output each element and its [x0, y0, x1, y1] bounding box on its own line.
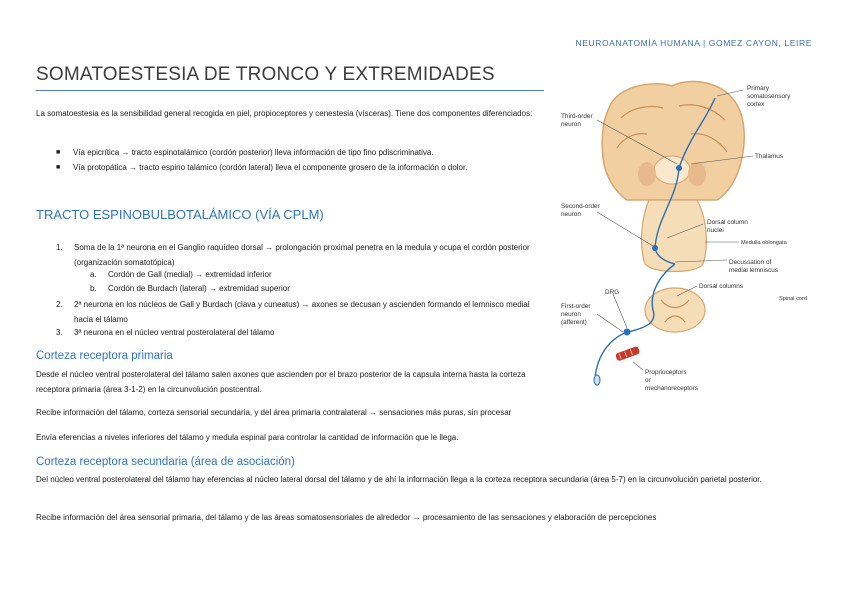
paragraph: Envía eferencias a niveles inferiores del tálamo y medula espinal para controlar la cantidad de información que le llega.: [36, 433, 459, 442]
label-dorsal-column-nuclei: nuclei: [707, 227, 724, 234]
label-third-order: Third-order: [561, 113, 593, 120]
label-drg: DRG: [605, 289, 620, 296]
running-header: NEUROANATOMÍA HUMANA | GOMEZ CAYON, LEIRE: [575, 38, 812, 48]
label-thalamus: Thalamus: [755, 153, 784, 160]
spinal-cord-section: [645, 288, 705, 332]
section-heading: TRACTO ESPINOBULBOTALÁMICO (VÍA CPLM): [36, 207, 324, 222]
label-primary-cortex: cortex: [747, 101, 765, 108]
paragraph: Desde el núcleo ventral posterolateral del tálamo salen axones que ascienden por el brazo posterior de la capsula interna hasta la corteza receptora primaria (área 3-1-2) en la circunvolución postcentral.: [36, 370, 526, 394]
paragraph: Recibe información del tálamo, corteza sensorial secundaria, y del área primaria contralateral → sensaciones más puras, sin procesar: [36, 408, 512, 417]
label-spinal-cord: Spinal cord: [779, 296, 807, 302]
list-number: 3.: [56, 328, 63, 337]
ventricle-right: [688, 162, 706, 186]
bullet-square-icon: ■: [56, 149, 61, 156]
list-text: Soma de la 1ª neurona en el Ganglio raquídeo dorsal → prolongación proximal penetra en la medula y ocupa el cordón posterior (organización somatotópica): [74, 243, 530, 267]
sublist-text: Cordón de Gall (medial) → extremidad inferior: [108, 270, 272, 279]
receptor-ending: [594, 375, 600, 385]
paragraph: Del núcleo ventral posterolateral del tálamo hay eferencias al núcleo lateral dorsal del tálamo y de ahí la información llega a la corteza receptora secundaria (área 5-7) en la circunvolución parietal posterior.: [36, 475, 762, 484]
list-text: 2ª neurona en los núcleos de Gall y Burdach (clava y cuneatus) → axones se decusan y ascienden formando el lemnisco medial hacia el tálamo: [74, 300, 530, 324]
label-first-order: First-order: [561, 303, 591, 310]
label-first-order: (afferent): [561, 319, 587, 326]
medulla-shape: [642, 200, 707, 272]
sublist-letter: b.: [90, 284, 97, 293]
list-number: 2.: [56, 300, 63, 309]
subsection-heading: Corteza receptora secundaria (área de asociación): [36, 456, 295, 468]
label-dorsal-column-nuclei: Dorsal column: [707, 219, 748, 226]
drg-soma: [624, 329, 631, 336]
label-primary-cortex: somatosensory: [747, 93, 791, 100]
paragraph: Recibe información del área sensorial primaria, del tálamo y de las áreas somatosensoriales de alrededor → procesamiento de las sensaciones y elaboración de percepciones: [36, 513, 657, 522]
label-second-order: neuron: [561, 211, 581, 218]
bullet-text: Vía protopática → tracto espino talámico (cordón lateral) lleva el componente grosero de la información o dolor.: [73, 163, 468, 172]
muscle-spindle-icon: [615, 346, 640, 362]
ventricle-left: [638, 162, 656, 186]
intro-paragraph: La somatoestesia es la sensibilidad general recogida en piel, propioceptores y cenestesia (vísceras). Tiene dos componentes diferenciados:: [36, 109, 533, 118]
subsection-heading: Corteza receptora primaria: [36, 350, 173, 362]
list-number: 1.: [56, 243, 63, 252]
label-decussation: Decussation of: [729, 259, 772, 266]
label-proprioceptors: Proprioceptors: [645, 369, 687, 376]
sublist-text: Cordón de Burdach (lateral) → extremidad superior: [108, 284, 290, 293]
neuron-soma: [676, 165, 682, 171]
label-primary-cortex: Primary: [747, 85, 770, 92]
sublist-letter: a.: [90, 270, 97, 279]
thalamus-shape: [654, 156, 690, 184]
title-underline: [36, 90, 544, 91]
label-medulla: Medulla oblongata: [741, 240, 787, 246]
bullet-text: Vía epicrítica → tracto espinotalámico (cordón posterior) lleva información de tipo fino pdiscriminativa.: [73, 148, 434, 157]
somatosensory-pathway-figure: [557, 78, 829, 394]
label-third-order: neuron: [561, 121, 581, 128]
label-decussation: medial lemniscus: [729, 267, 779, 274]
label-proprioceptors: mechanoreceptors: [645, 385, 698, 392]
page-title: SOMATOESTESIA DE TRONCO Y EXTREMIDADES: [36, 64, 495, 85]
label-dorsal-columns: Dorsal columns: [699, 283, 744, 290]
label-second-order: Second-order: [561, 203, 600, 210]
list-text: 3ª neurona en el núcleo ventral posterolateral del tálamo: [74, 328, 275, 337]
bullet-square-icon: ■: [56, 164, 61, 171]
label-first-order: neuron: [561, 311, 581, 318]
label-proprioceptors: or: [645, 377, 651, 384]
